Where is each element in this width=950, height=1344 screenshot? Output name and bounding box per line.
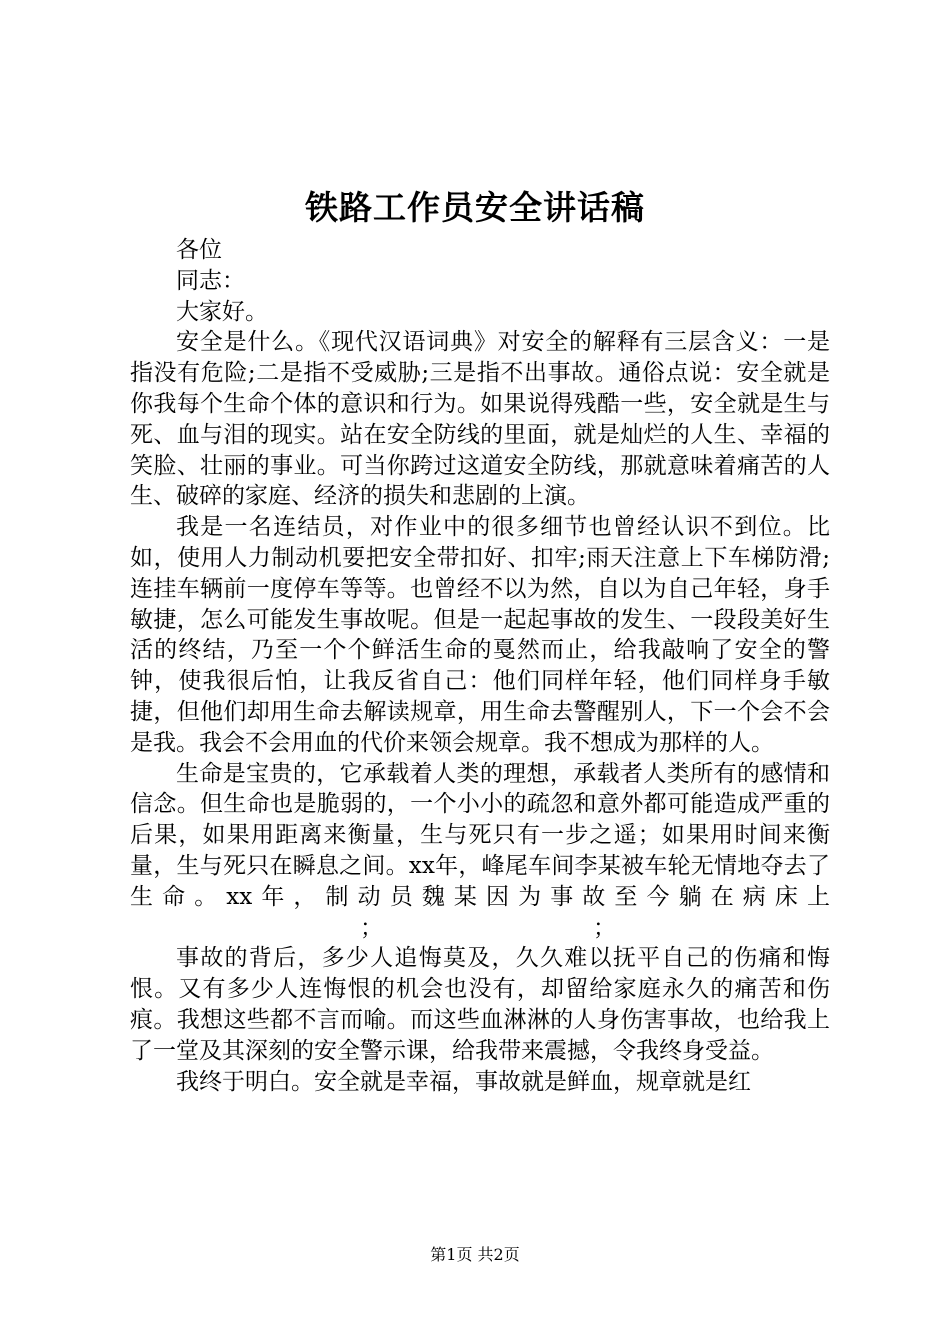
- paragraph-safety-definition: 安全是什么。《现代汉语词典》对安全的解释有三层含义：一是指没有危险;二是指不受威胁;三是指不出事故。通俗点说：安全就是你我每个生命个体的意识和行为。如果说得残酷一些，安全就是生与死、血与泪的现实。站在安全防线的里面，就是灿烂的人生、幸福的笑脸、壮丽的事业。可当你跨过这道安全防线，那就意味着痛苦的人生、破碎的家庭、经济的损失和悲剧的上演。: [130, 329, 830, 510]
- page-footer: 第1页 共2页: [430, 1245, 520, 1264]
- salutation-line-1: 各位: [176, 237, 222, 263]
- document-body: [130, 235, 830, 1097]
- semicolon-mark-2: ；: [593, 914, 616, 941]
- paragraph-value-of-life-text: 生命是宝贵的，它承载着人类的理想，承载者人类所有的感情和信念。但生命也是脆弱的，一个小小的疏忽和意外都可能造成严重的后果，如果用距离来衡量，生与死只有一步之遥；如果用时间来衡量，生与死只在瞬息之间。xx年，峰尾车间李某被车轮无情地夺去了生命。xx年，制动员魏某因为事故至今躺在病床上: [130, 760, 830, 910]
- paragraph-conclusion: 我终于明白。安全就是幸福，事故就是鲜血，规章就是红: [176, 1068, 751, 1095]
- document-title: 铁路工作员安全讲话稿: [305, 188, 645, 227]
- paragraph-behind-accidents: 事故的背后，多少人追悔莫及，久久难以抚平自己的伤痛和悔恨。又有多少人连悔恨的机会也没有，却留给家庭永久的痛苦和伤痕。我想这些都不言而喻。而这些血淋淋的人身伤害事故，也给我上了一堂及其深刻的安全警示课，给我带来震撼，令我终身受益。: [130, 945, 830, 1064]
- greeting-line: 大家好。: [176, 298, 268, 325]
- paragraph-personal-experience: 我是一名连结员，对作业中的很多细节也曾经认识不到位。比如，使用人力制动机要把安全带扣好、扣牢;雨天注意上下车梯防滑;连挂车辆前一度停车等等。也曾经不以为然，自以为自己年轻，身手敏捷，怎么可能发生事故呢。但是一起起事故的发生、一段段美好生活的终结，乃至一个个鲜活生命的戛然而止，给我敲响了安全的警钟，使我很后怕，让我反省自己：他们同样年轻，他们同样身手敏捷，但他们却用生命去解读规章，用生命去警醒别人，下一个会不会是我。我会不会用血的代价来领会规章。我不想成为那样的人。: [130, 514, 830, 756]
- semicolon-mark-1: ；: [360, 914, 383, 941]
- salutation-line-2: 同志：: [176, 267, 245, 294]
- paragraph-value-of-life: [130, 759, 830, 944]
